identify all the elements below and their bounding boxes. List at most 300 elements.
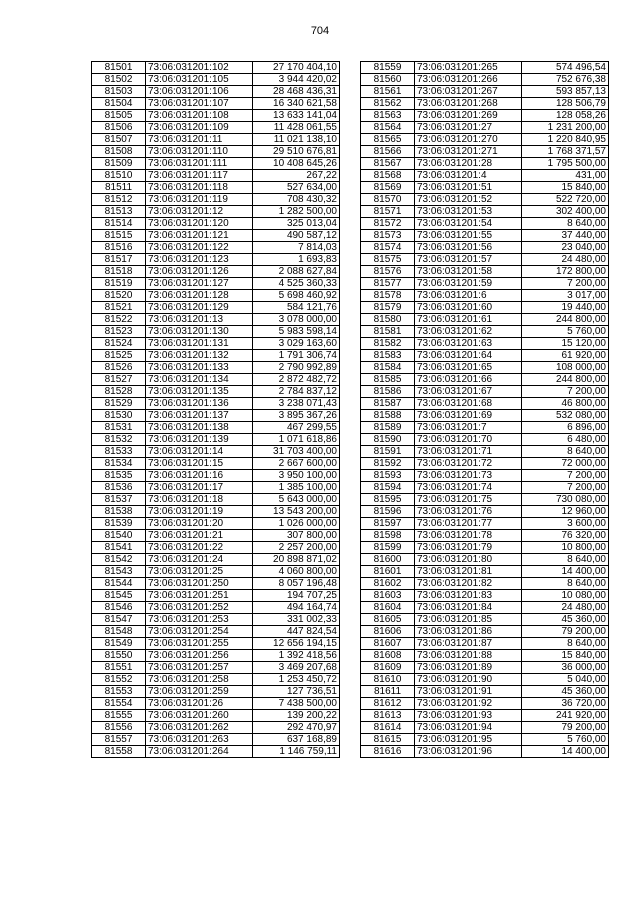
table-row — [361, 326, 609, 338]
row-number: 81610 — [361, 674, 415, 686]
cadastral-number: 73:06:031201:94 — [415, 722, 522, 734]
cadastral-number: 73:06:031201:251 — [146, 590, 253, 602]
table-row — [92, 542, 340, 554]
cadastral-number: 73:06:031201:105 — [146, 74, 253, 86]
cadastral-value: 14 400,00 — [522, 566, 609, 578]
row-number: 81506 — [92, 122, 146, 134]
cadastral-number: 73:06:031201:139 — [146, 434, 253, 446]
cadastral-value: 7 438 500,00 — [253, 698, 340, 710]
cadastral-value: 244 800,00 — [522, 374, 609, 386]
row-number: 81527 — [92, 374, 146, 386]
table-row — [361, 422, 609, 434]
row-number: 81590 — [361, 434, 415, 446]
cadastral-number: 73:06:031201:62 — [415, 326, 522, 338]
cadastral-value: 5 040,00 — [522, 674, 609, 686]
table-row — [92, 506, 340, 518]
table-row — [361, 122, 609, 134]
table-row — [361, 74, 609, 86]
table-row — [92, 206, 340, 218]
row-number: 81571 — [361, 206, 415, 218]
row-number: 81612 — [361, 698, 415, 710]
table-row — [92, 422, 340, 434]
cadastral-number: 73:06:031201:79 — [415, 542, 522, 554]
cadastral-value: 307 800,00 — [253, 530, 340, 542]
cadastral-number: 73:06:031201:120 — [146, 218, 253, 230]
row-number: 81584 — [361, 362, 415, 374]
row-number: 81507 — [92, 134, 146, 146]
cadastral-value: 532 080,00 — [522, 410, 609, 422]
table-row — [361, 254, 609, 266]
cadastral-value: 3 029 163,60 — [253, 338, 340, 350]
row-number: 81614 — [361, 722, 415, 734]
row-number: 81505 — [92, 110, 146, 122]
row-number: 81605 — [361, 614, 415, 626]
row-number: 81602 — [361, 578, 415, 590]
row-number: 81540 — [92, 530, 146, 542]
row-number: 81558 — [92, 746, 146, 758]
row-number: 81512 — [92, 194, 146, 206]
row-number: 81551 — [92, 662, 146, 674]
row-number: 81529 — [92, 398, 146, 410]
row-number: 81608 — [361, 650, 415, 662]
row-number: 81572 — [361, 218, 415, 230]
cadastral-value: 79 200,00 — [522, 722, 609, 734]
cadastral-number: 73:06:031201:77 — [415, 518, 522, 530]
cadastral-value: 5 643 000,00 — [253, 494, 340, 506]
cadastral-value: 593 857,13 — [522, 86, 609, 98]
row-number: 81583 — [361, 350, 415, 362]
table-row — [361, 398, 609, 410]
cadastral-value: 1 071 618,86 — [253, 434, 340, 446]
row-number: 81502 — [92, 74, 146, 86]
table-row — [361, 86, 609, 98]
table-row — [361, 314, 609, 326]
cadastral-value: 447 824,54 — [253, 626, 340, 638]
table-row — [361, 386, 609, 398]
cadastral-value: 5 760,00 — [522, 734, 609, 746]
cadastral-value: 8 640,00 — [522, 554, 609, 566]
table-row — [92, 86, 340, 98]
cadastral-value: 4 525 360,33 — [253, 278, 340, 290]
cadastral-number: 73:06:031201:54 — [415, 218, 522, 230]
table-row — [92, 182, 340, 194]
row-number: 81539 — [92, 518, 146, 530]
cadastral-value: 127 736,51 — [253, 686, 340, 698]
cadastral-number: 73:06:031201:268 — [415, 98, 522, 110]
cadastral-value: 1 231 200,00 — [522, 122, 609, 134]
table-row — [92, 614, 340, 626]
table-row — [361, 614, 609, 626]
row-number: 81565 — [361, 134, 415, 146]
cadastral-number: 73:06:031201:16 — [146, 470, 253, 482]
cadastral-value: 8 640,00 — [522, 638, 609, 650]
row-number: 81563 — [361, 110, 415, 122]
cadastral-number: 73:06:031201:134 — [146, 374, 253, 386]
table-row — [92, 686, 340, 698]
row-number: 81526 — [92, 362, 146, 374]
row-number: 81616 — [361, 746, 415, 758]
cadastral-value: 15 840,00 — [522, 650, 609, 662]
row-number: 81547 — [92, 614, 146, 626]
table-row — [92, 530, 340, 542]
cadastral-number: 73:06:031201:90 — [415, 674, 522, 686]
cadastral-value: 1 795 500,00 — [522, 158, 609, 170]
cadastral-number: 73:06:031201:70 — [415, 434, 522, 446]
table-row — [92, 194, 340, 206]
cadastral-value: 7 200,00 — [522, 470, 609, 482]
cadastral-value: 2 088 627,84 — [253, 266, 340, 278]
cadastral-value: 3 895 367,26 — [253, 410, 340, 422]
row-number: 81577 — [361, 278, 415, 290]
cadastral-value: 16 340 621,58 — [253, 98, 340, 110]
cadastral-number: 73:06:031201:24 — [146, 554, 253, 566]
cadastral-value: 61 920,00 — [522, 350, 609, 362]
cadastral-number: 73:06:031201:6 — [415, 290, 522, 302]
table-row — [361, 482, 609, 494]
row-number: 81534 — [92, 458, 146, 470]
cadastral-number: 73:06:031201:271 — [415, 146, 522, 158]
row-number: 81582 — [361, 338, 415, 350]
cadastral-number: 73:06:031201:80 — [415, 554, 522, 566]
row-number: 81615 — [361, 734, 415, 746]
cadastral-value: 241 920,00 — [522, 710, 609, 722]
cadastral-value: 2 667 600,00 — [253, 458, 340, 470]
cadastral-number: 73:06:031201:61 — [415, 314, 522, 326]
table-row — [92, 734, 340, 746]
table-row — [92, 314, 340, 326]
table-row — [92, 518, 340, 530]
cadastral-value: 10 800,00 — [522, 542, 609, 554]
cadastral-number: 73:06:031201:263 — [146, 734, 253, 746]
row-number: 81568 — [361, 170, 415, 182]
cadastral-value: 20 898 871,02 — [253, 554, 340, 566]
cadastral-value: 79 200,00 — [522, 626, 609, 638]
row-number: 81538 — [92, 506, 146, 518]
row-number: 81532 — [92, 434, 146, 446]
table-row — [92, 590, 340, 602]
cadastral-number: 73:06:031201:95 — [415, 734, 522, 746]
cadastral-number: 73:06:031201:102 — [146, 62, 253, 74]
table-row — [361, 410, 609, 422]
cadastral-value: 5 698 460,92 — [253, 290, 340, 302]
table-row — [361, 62, 609, 74]
row-number: 81543 — [92, 566, 146, 578]
table-row — [92, 62, 340, 74]
cadastral-value: 267,22 — [253, 170, 340, 182]
cadastral-value: 36 000,00 — [522, 662, 609, 674]
table-row — [361, 338, 609, 350]
cadastral-value: 1 392 418,56 — [253, 650, 340, 662]
cadastral-value: 13 633 141,04 — [253, 110, 340, 122]
cadastral-number: 73:06:031201:91 — [415, 686, 522, 698]
table-row — [92, 122, 340, 134]
row-number: 81596 — [361, 506, 415, 518]
row-number: 81553 — [92, 686, 146, 698]
table-row — [92, 650, 340, 662]
table-row — [92, 698, 340, 710]
row-number: 81589 — [361, 422, 415, 434]
cadastral-value: 1 220 840,95 — [522, 134, 609, 146]
cadastral-number: 73:06:031201:26 — [146, 698, 253, 710]
table-row — [92, 362, 340, 374]
row-number: 81574 — [361, 242, 415, 254]
cadastral-value: 7 200,00 — [522, 482, 609, 494]
cadastral-value: 527 634,00 — [253, 182, 340, 194]
table-row — [92, 158, 340, 170]
cadastral-value: 24 480,00 — [522, 602, 609, 614]
cadastral-number: 73:06:031201:65 — [415, 362, 522, 374]
table-row — [361, 350, 609, 362]
row-number: 81510 — [92, 170, 146, 182]
cadastral-number: 73:06:031201:14 — [146, 446, 253, 458]
cadastral-value: 19 440,00 — [522, 302, 609, 314]
cadastral-number: 73:06:031201:128 — [146, 290, 253, 302]
cadastral-value: 1 282 500,00 — [253, 206, 340, 218]
cadastral-value: 3 017,00 — [522, 290, 609, 302]
cadastral-number: 73:06:031201:58 — [415, 266, 522, 278]
table-row — [361, 470, 609, 482]
table-row — [361, 626, 609, 638]
cadastral-number: 73:06:031201:106 — [146, 86, 253, 98]
table-row — [92, 350, 340, 362]
table-row — [361, 206, 609, 218]
cadastral-number: 73:06:031201:265 — [415, 62, 522, 74]
cadastral-number: 73:06:031201:57 — [415, 254, 522, 266]
table-row — [361, 110, 609, 122]
cadastral-number: 73:06:031201:83 — [415, 590, 522, 602]
table-row — [361, 290, 609, 302]
cadastral-value: 1 385 100,00 — [253, 482, 340, 494]
cadastral-number: 73:06:031201:262 — [146, 722, 253, 734]
row-number: 81611 — [361, 686, 415, 698]
cadastral-value: 3 078 000,00 — [253, 314, 340, 326]
cadastral-value: 12 960,00 — [522, 506, 609, 518]
cadastral-number: 73:06:031201:51 — [415, 182, 522, 194]
row-number: 81613 — [361, 710, 415, 722]
cadastral-value: 522 720,00 — [522, 194, 609, 206]
cadastral-number: 73:06:031201:4 — [415, 170, 522, 182]
cadastral-value: 7 200,00 — [522, 278, 609, 290]
cadastral-number: 73:06:031201:67 — [415, 386, 522, 398]
row-number: 81606 — [361, 626, 415, 638]
row-number: 81579 — [361, 302, 415, 314]
cadastral-number: 73:06:031201:111 — [146, 158, 253, 170]
table-row — [92, 278, 340, 290]
row-number: 81524 — [92, 338, 146, 350]
table-row — [92, 170, 340, 182]
cadastral-number: 73:06:031201:127 — [146, 278, 253, 290]
table-row — [361, 710, 609, 722]
cadastral-number: 73:06:031201:119 — [146, 194, 253, 206]
table-row — [92, 578, 340, 590]
cadastral-number: 73:06:031201:138 — [146, 422, 253, 434]
table-row — [361, 458, 609, 470]
table-row — [361, 494, 609, 506]
cadastral-number: 73:06:031201:15 — [146, 458, 253, 470]
cadastral-value: 24 480,00 — [522, 254, 609, 266]
cadastral-number: 73:06:031201:267 — [415, 86, 522, 98]
cadastral-number: 73:06:031201:28 — [415, 158, 522, 170]
row-number: 81503 — [92, 86, 146, 98]
cadastral-number: 73:06:031201:75 — [415, 494, 522, 506]
row-number: 81567 — [361, 158, 415, 170]
cadastral-value: 3 469 207,68 — [253, 662, 340, 674]
cadastral-number: 73:06:031201:137 — [146, 410, 253, 422]
cadastral-value: 1 146 759,11 — [253, 746, 340, 758]
cadastral-number: 73:06:031201:73 — [415, 470, 522, 482]
table-row — [92, 338, 340, 350]
cadastral-number: 73:06:031201:260 — [146, 710, 253, 722]
row-number: 81545 — [92, 590, 146, 602]
row-number: 81607 — [361, 638, 415, 650]
row-number: 81508 — [92, 146, 146, 158]
cadastral-value: 128 506,79 — [522, 98, 609, 110]
table-row — [361, 578, 609, 590]
row-number: 81562 — [361, 98, 415, 110]
cadastral-number: 73:06:031201:56 — [415, 242, 522, 254]
cadastral-value: 15 840,00 — [522, 182, 609, 194]
cadastral-number: 73:06:031201:87 — [415, 638, 522, 650]
cadastral-value: 302 400,00 — [522, 206, 609, 218]
row-number: 81604 — [361, 602, 415, 614]
cadastral-value: 1 791 306,74 — [253, 350, 340, 362]
cadastral-value: 637 168,89 — [253, 734, 340, 746]
cadastral-number: 73:06:031201:107 — [146, 98, 253, 110]
table-row — [361, 362, 609, 374]
row-number: 81560 — [361, 74, 415, 86]
cadastral-number: 73:06:031201:126 — [146, 266, 253, 278]
cadastral-number: 73:06:031201:13 — [146, 314, 253, 326]
cadastral-value: 2 872 482,72 — [253, 374, 340, 386]
cadastral-number: 73:06:031201:88 — [415, 650, 522, 662]
table-row — [92, 98, 340, 110]
row-number: 81603 — [361, 590, 415, 602]
table-row — [92, 458, 340, 470]
cadastral-value: 45 360,00 — [522, 614, 609, 626]
cadastral-number: 73:06:031201:118 — [146, 182, 253, 194]
table-row — [92, 242, 340, 254]
cadastral-number: 73:06:031201:19 — [146, 506, 253, 518]
table-row — [92, 134, 340, 146]
table-row — [361, 170, 609, 182]
cadastral-number: 73:06:031201:18 — [146, 494, 253, 506]
table-row — [92, 290, 340, 302]
cadastral-value: 15 120,00 — [522, 338, 609, 350]
cadastral-value: 3 950 100,00 — [253, 470, 340, 482]
table-row — [92, 218, 340, 230]
row-number: 81519 — [92, 278, 146, 290]
table-row — [361, 302, 609, 314]
cadastral-value: 7 814,03 — [253, 242, 340, 254]
cadastral-value: 1 768 371,57 — [522, 146, 609, 158]
table-row — [92, 410, 340, 422]
row-number: 81600 — [361, 554, 415, 566]
table-row — [361, 182, 609, 194]
row-number: 81548 — [92, 626, 146, 638]
cadastral-value: 4 060 800,00 — [253, 566, 340, 578]
cadastral-number: 73:06:031201:117 — [146, 170, 253, 182]
table-row — [361, 686, 609, 698]
cadastral-number: 73:06:031201:52 — [415, 194, 522, 206]
cadastral-number: 73:06:031201:11 — [146, 134, 253, 146]
table-row — [92, 110, 340, 122]
table-row — [92, 230, 340, 242]
table-row — [361, 542, 609, 554]
cadastral-value: 31 703 400,00 — [253, 446, 340, 458]
cadastral-number: 73:06:031201:85 — [415, 614, 522, 626]
cadastral-number: 73:06:031201:82 — [415, 578, 522, 590]
cadastral-value: 72 000,00 — [522, 458, 609, 470]
cadastral-number: 73:06:031201:89 — [415, 662, 522, 674]
cadastral-number: 73:06:031201:256 — [146, 650, 253, 662]
cadastral-number: 73:06:031201:78 — [415, 530, 522, 542]
table-row — [92, 710, 340, 722]
cadastral-number: 73:06:031201:250 — [146, 578, 253, 590]
cadastral-number: 73:06:031201:270 — [415, 134, 522, 146]
row-number: 81594 — [361, 482, 415, 494]
cadastral-value: 37 440,00 — [522, 230, 609, 242]
row-number: 81573 — [361, 230, 415, 242]
cadastral-number: 73:06:031201:64 — [415, 350, 522, 362]
cadastral-table-right — [360, 61, 609, 758]
table-row — [361, 374, 609, 386]
row-number: 81554 — [92, 698, 146, 710]
cadastral-value: 13 543 200,00 — [253, 506, 340, 518]
cadastral-number: 73:06:031201:25 — [146, 566, 253, 578]
cadastral-value: 5 760,00 — [522, 326, 609, 338]
row-number: 81601 — [361, 566, 415, 578]
row-number: 81556 — [92, 722, 146, 734]
row-number: 81511 — [92, 182, 146, 194]
cadastral-value: 6 480,00 — [522, 434, 609, 446]
cadastral-number: 73:06:031201:66 — [415, 374, 522, 386]
cadastral-value: 494 164,74 — [253, 602, 340, 614]
table-row — [92, 602, 340, 614]
table-row — [361, 638, 609, 650]
cadastral-value: 172 800,00 — [522, 266, 609, 278]
row-number: 81557 — [92, 734, 146, 746]
cadastral-value: 8 640,00 — [522, 218, 609, 230]
cadastral-number: 73:06:031201:60 — [415, 302, 522, 314]
cadastral-number: 73:06:031201:72 — [415, 458, 522, 470]
cadastral-value: 14 400,00 — [522, 746, 609, 758]
cadastral-number: 73:06:031201:264 — [146, 746, 253, 758]
cadastral-number: 73:06:031201:22 — [146, 542, 253, 554]
cadastral-number: 73:06:031201:17 — [146, 482, 253, 494]
cadastral-number: 73:06:031201:136 — [146, 398, 253, 410]
cadastral-value: 431,00 — [522, 170, 609, 182]
cadastral-number: 73:06:031201:266 — [415, 74, 522, 86]
table-row — [92, 470, 340, 482]
cadastral-value: 730 080,00 — [522, 494, 609, 506]
cadastral-number: 73:06:031201:255 — [146, 638, 253, 650]
row-number: 81518 — [92, 266, 146, 278]
cadastral-number: 73:06:031201:132 — [146, 350, 253, 362]
cadastral-value: 490 587,12 — [253, 230, 340, 242]
cadastral-value: 8 640,00 — [522, 578, 609, 590]
table-row — [92, 746, 340, 758]
row-number: 81537 — [92, 494, 146, 506]
table-row — [92, 566, 340, 578]
cadastral-value: 28 468 436,31 — [253, 86, 340, 98]
row-number: 81595 — [361, 494, 415, 506]
cadastral-number: 73:06:031201:129 — [146, 302, 253, 314]
cadastral-value: 1 026 000,00 — [253, 518, 340, 530]
cadastral-value: 29 510 676,81 — [253, 146, 340, 158]
table-row — [361, 506, 609, 518]
cadastral-number: 73:06:031201:257 — [146, 662, 253, 674]
cadastral-number: 73:06:031201:109 — [146, 122, 253, 134]
